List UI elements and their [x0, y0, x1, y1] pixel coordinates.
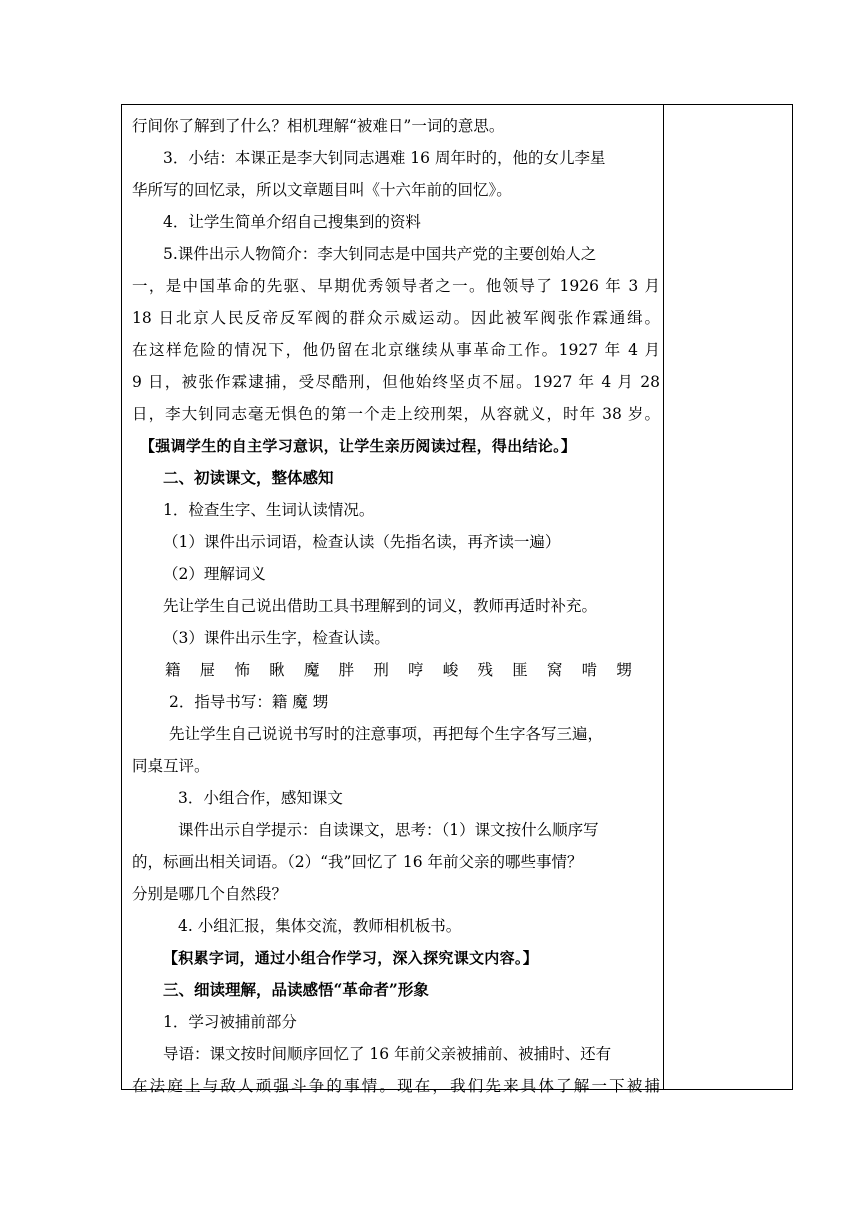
text-line: 先让学生自己说说书写时的注意事项，再把每个生字各写三遍，	[169, 725, 604, 743]
step-line: 1．检查生字、生词认读情况。	[163, 501, 375, 519]
character: 怖	[234, 661, 250, 679]
character: 峻	[442, 661, 459, 679]
step-line: 1．学习被捕前部分	[163, 1013, 297, 1031]
text-line: 课件出示自学提示：自读课文，思考：（1）课文按什么顺序写	[178, 821, 599, 839]
character: 刑	[373, 661, 389, 679]
text-line: 同桌互评。	[132, 757, 210, 775]
text-line: 的，标画出相关词语。（2）“我”回忆了 16 年前父亲的哪些事情？	[132, 853, 583, 871]
section-heading: 三、细读理解，品读感悟“革命者”形象	[163, 980, 429, 999]
new-characters-row	[132, 654, 660, 686]
character: 窝	[546, 661, 563, 679]
step-line: 4. 小组汇报，集体交流，教师相机板书。	[178, 917, 462, 935]
teaching-note: 【强调学生的自主学习意识，让学生亲历阅读过程，得出结论。】	[140, 437, 577, 455]
text-line: 日，李大钊同志毫无惧色的第一个走上绞刑架，从容就义，时年 38 岁。	[132, 405, 660, 423]
text-line: 华所写的回忆录，所以文章题目叫《十六年前的回忆》。	[132, 181, 512, 199]
character: 瞅	[269, 661, 285, 679]
character: 屉	[199, 661, 216, 679]
step-line: 3．小组合作，感知课文	[178, 789, 343, 807]
text-line: 导语：课文按时间顺序回忆了 16 年前父亲被捕前、被捕时、还有	[163, 1045, 612, 1063]
teaching-note: 【积累字词，通过小组合作学习，深入探究课文内容。】	[163, 949, 539, 967]
section-heading: 二、初读课文，整体感知	[163, 468, 334, 487]
substep-line: （1）课件出示词语，检查认读（先指名读，再齐读一遍）	[163, 533, 561, 551]
character: 哼	[408, 661, 424, 679]
table-column-divider	[663, 104, 664, 1090]
substep-line: （3）课件出示生字，检查认读。	[163, 629, 390, 647]
character: 魔	[303, 661, 320, 679]
text-line: 分别是哪几个自然段？	[132, 885, 288, 903]
step-line: 2．指导书写：籍 魔 甥	[169, 693, 329, 711]
text-line: 行间你了解到了什么？相机理解“被难日”一词的意思。	[132, 117, 505, 135]
substep-line: （2）理解词义	[163, 565, 266, 583]
character: 胖	[338, 661, 355, 679]
character: 啃	[581, 661, 598, 679]
text-line: 一，是中国革命的先驱、早期优秀领导者之一。他领导了 1926 年 3 月	[132, 277, 660, 295]
text-line: 9 日，被张作霖逮捕，受尽酷刑，但他始终坚贞不屈。1927 年 4 月 28	[132, 373, 660, 391]
character: 籍	[165, 661, 181, 679]
text-line: 在法庭上与敌人顽强斗争的事情。现在，我们先来具体了解一下被捕	[132, 1077, 660, 1095]
step-line: 5.课件出示人物简介：李大钊同志是中国共产党的主要创始人之	[163, 245, 597, 263]
character: 匪	[512, 661, 528, 679]
lesson-content-cell	[132, 110, 660, 1102]
summary-line: 3．小结：本课正是李大钊同志遇难 16 周年时的，他的女儿李星	[163, 149, 606, 167]
character: 甥	[616, 661, 632, 679]
step-line: 4．让学生简单介绍自己搜集到的资料	[163, 213, 421, 231]
text-line: 在这样危险的情况下，他仍留在北京继续从事革命工作。1927 年 4 月	[132, 341, 660, 359]
character: 残	[477, 661, 493, 679]
text-line: 先让学生自己说出借助工具书理解到的词义，教师再适时补充。	[163, 597, 598, 615]
text-line: 18 日北京人民反帝反军阀的群众示威运动。因此被军阀张作霖通缉。	[132, 309, 660, 327]
